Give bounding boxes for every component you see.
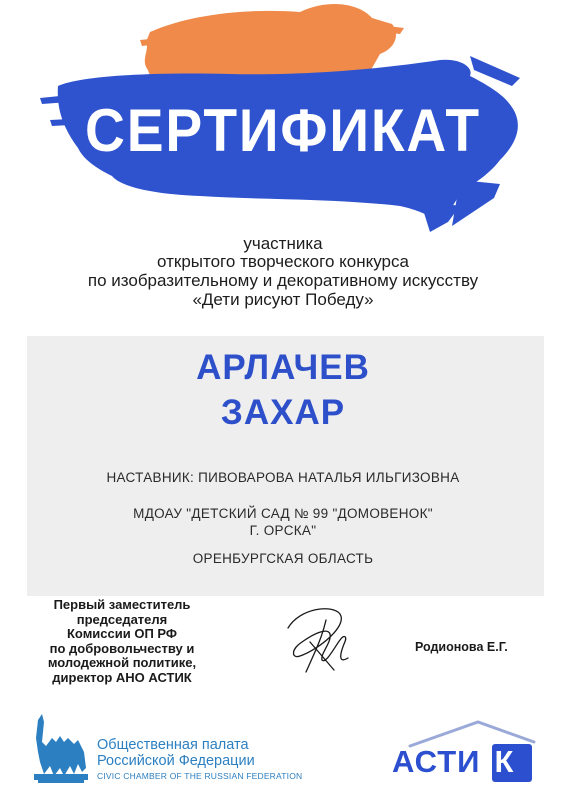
organization-line-1: МДОАУ "ДЕТСКИЙ САД № 99 "ДОМОВЕНОК" xyxy=(133,506,433,521)
subtitle-line-2: открытого творческого конкурса xyxy=(157,252,409,271)
astik-logo-text xyxy=(392,744,524,780)
subtitle-line-4: «Дети рисуют Победу» xyxy=(192,290,374,309)
region-line: ОРЕНБУРГСКАЯ ОБЛАСТЬ xyxy=(192,551,374,566)
civic-chamber-name-line-1: Общественная палата xyxy=(97,737,249,753)
position-line: директор АНО АСТИК xyxy=(52,669,192,685)
subtitle-line-1: участника xyxy=(243,234,323,253)
signer-name: Родионова Е.Г. xyxy=(415,640,508,654)
certificate-title: СЕРТИФИКАТ xyxy=(85,97,481,164)
handwritten-signature xyxy=(270,598,370,678)
astik-letter-k: К xyxy=(494,744,515,779)
civic-chamber-emblem-icon xyxy=(30,712,92,784)
astik-text-main: АСТИ xyxy=(392,744,481,779)
participant-last-name: АРЛАЧЕВ xyxy=(196,348,370,387)
position-line: по добровольчеству и xyxy=(49,640,195,656)
signatory-position xyxy=(22,598,222,685)
position-line: председателя xyxy=(76,611,168,627)
civic-chamber-name-line-2: Российской Федерации xyxy=(97,753,255,769)
organization-line-2: Г. ОРСКА" xyxy=(249,523,317,538)
participant-first-name: ЗАХАР xyxy=(220,393,346,432)
position-line: Комиссии ОП РФ xyxy=(66,626,178,641)
position-line: молодежной политике, xyxy=(47,655,197,670)
position-line: Первый заместитель xyxy=(53,597,191,612)
mentor-line: НАСТАВНИК: ПИВОВАРОВА НАТАЛЬЯ ИЛЬГИЗОВНА xyxy=(106,470,460,485)
civic-chamber-name-english: CIVIC CHAMBER OF THE RUSSIAN FEDERATION xyxy=(97,771,303,781)
subtitle-line-3: по изобразительному и декоративному искусству xyxy=(87,271,479,290)
